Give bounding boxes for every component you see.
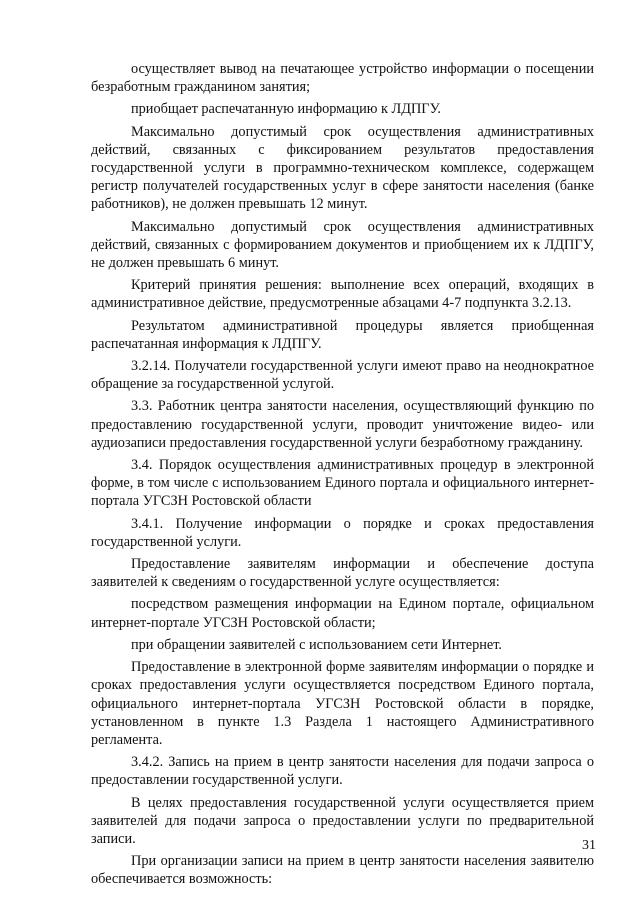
paragraph: посредством размещения информации на Едином портале, официальном интернет-портале УГСЗН Ростовской области; — [91, 596, 594, 631]
paragraph: Максимально допустимый срок осуществления административных действий, связанных с формированием документов и приобщением их к ЛДПГУ, не должен превышать 6 минут. — [91, 218, 594, 272]
paragraph: осуществляет вывод на печатающее устройство информации о посещении безработным гражданином занятия; — [91, 61, 594, 96]
document-body — [91, 60, 594, 893]
section-heading: 3.4. Порядок осуществления административных процедур в электронной форме, в том числе с использованием Единого портала и официального интернет-портала УГСЗН Ростовской области — [91, 457, 594, 510]
paragraph: при обращении заявителей с использованием сети Интернет. — [131, 636, 502, 653]
paragraph: В целях предоставления государственной услуги осуществляется прием заявителей для подачи запроса о предоставлении услуги по предварительной записи. — [91, 794, 594, 847]
paragraph: Максимально допустимый срок осуществления административных действий, связанных с фиксированием результатов предоставления государственной услуги в программно-техническом комплексе, содержащем регистр получателей государственных услуг в сфере занятости населения (банке работников), не должен превышать 12 минут. — [91, 123, 594, 213]
paragraph: Результатом административной процедуры является приобщенная распечатанная информация к ЛДПГУ. — [91, 317, 594, 352]
paragraph: приобщает распечатанную информацию к ЛДПГУ. — [131, 101, 441, 118]
page-number: 31 — [582, 838, 596, 853]
paragraph: 3.4.1. Получение информации о порядке и сроках предоставления государственной услуги. — [91, 515, 594, 550]
paragraph: При организации записи на прием в центр занятости населения заявителю обеспечивается возможность: — [91, 853, 594, 888]
paragraph: 3.3. Работник центра занятости населения, осуществляющий функцию по предоставлению государственной услуги, проводит уничтожение видео- или аудиозаписи предоставления государственной услуги безработному гражданину. — [91, 398, 594, 451]
paragraph: Критерий принятия решения: выполнение всех операций, входящих в административное действие, предусмотренные абзацами 4-7 подпункта 3.2.13. — [91, 277, 594, 312]
paragraph: Предоставление в электронной форме заявителям информации о порядке и сроках предоставления услуги осуществляется посредством Единого портала, официального интернет-портала УГСЗН Ростовской области в порядке, установленном в пункте 1.3 Раздела 1 настоящего Административного регламента. — [91, 659, 594, 748]
paragraph: 3.2.14. Получатели государственной услуги имеют право на неоднократное обращение за государственной услугой. — [91, 358, 594, 393]
paragraph: Предоставление заявителям информации и обеспечение доступа заявителей к сведениям о государственной услуге осуществляется: — [91, 556, 594, 591]
paragraph: 3.4.2. Запись на прием в центр занятости населения для подачи запроса о предоставлении государственной услуги. — [91, 754, 594, 789]
